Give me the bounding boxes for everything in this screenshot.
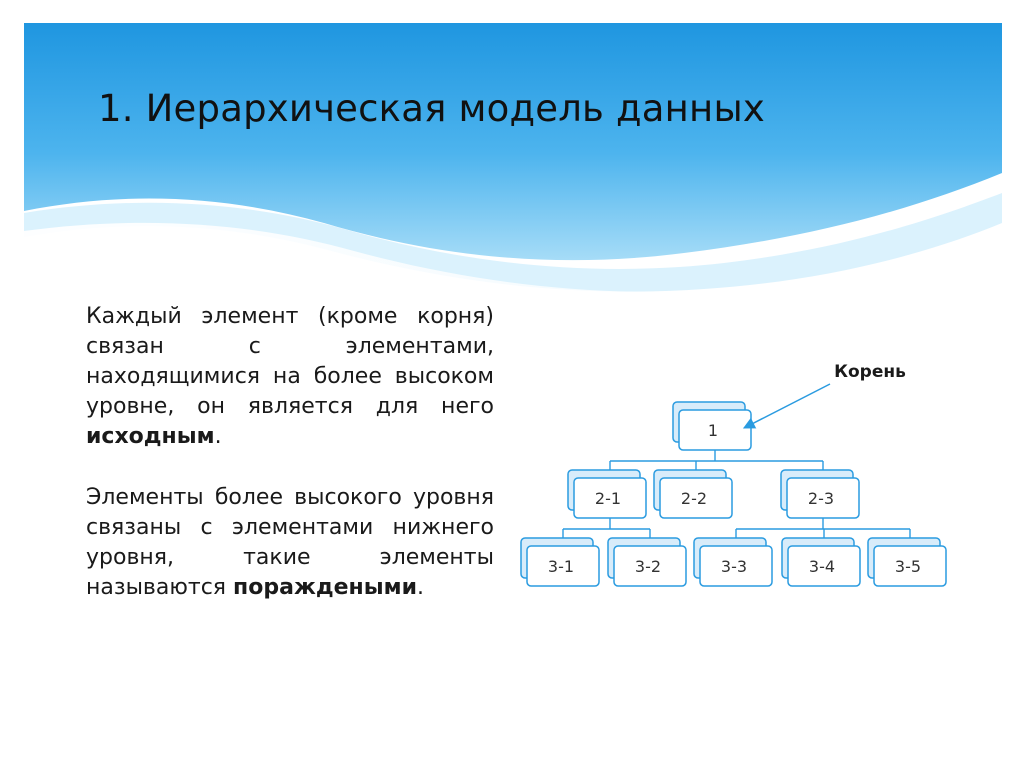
node-2-2 — [654, 470, 732, 518]
paragraph-1: Каждый элемент (кроме корня) связан с элементами, находящимися на более высоком уровне, он является для него исходным. — [86, 304, 494, 449]
node-label: 2-1 — [594, 489, 622, 508]
node-label: 3-4 — [808, 557, 836, 576]
hierarchy-diagram — [24, 23, 1002, 743]
bold-term-1: исходным — [86, 424, 215, 449]
node-2-1 — [568, 470, 646, 518]
node-3-3 — [694, 538, 772, 586]
node-3-1 — [521, 538, 599, 586]
bold-term-2: пораждеными — [233, 575, 418, 600]
node-label: 2-2 — [680, 489, 708, 508]
node-3-2 — [608, 538, 686, 586]
node-2-3 — [781, 470, 859, 518]
node-3-4 — [782, 538, 860, 586]
node-label: 2-3 — [807, 489, 835, 508]
root-annotation-label: Корень — [834, 362, 906, 382]
node-1 — [673, 402, 751, 450]
slide-title: 1. Иерархическая модель данных — [98, 87, 765, 130]
node-3-5 — [868, 538, 946, 586]
diagram-nodes — [521, 402, 946, 586]
node-label: 1 — [707, 421, 719, 440]
slide — [24, 23, 1002, 743]
node-label: 3-1 — [547, 557, 575, 576]
node-label: 3-2 — [634, 557, 662, 576]
root-annotation-arrow — [744, 384, 830, 428]
node-label: 3-3 — [720, 557, 748, 576]
paragraph-2: Элементы более высокого уровня связаны с элементами нижнего уровня, такие элементы называются пораждеными. — [86, 485, 494, 600]
node-label: 3-5 — [894, 557, 922, 576]
